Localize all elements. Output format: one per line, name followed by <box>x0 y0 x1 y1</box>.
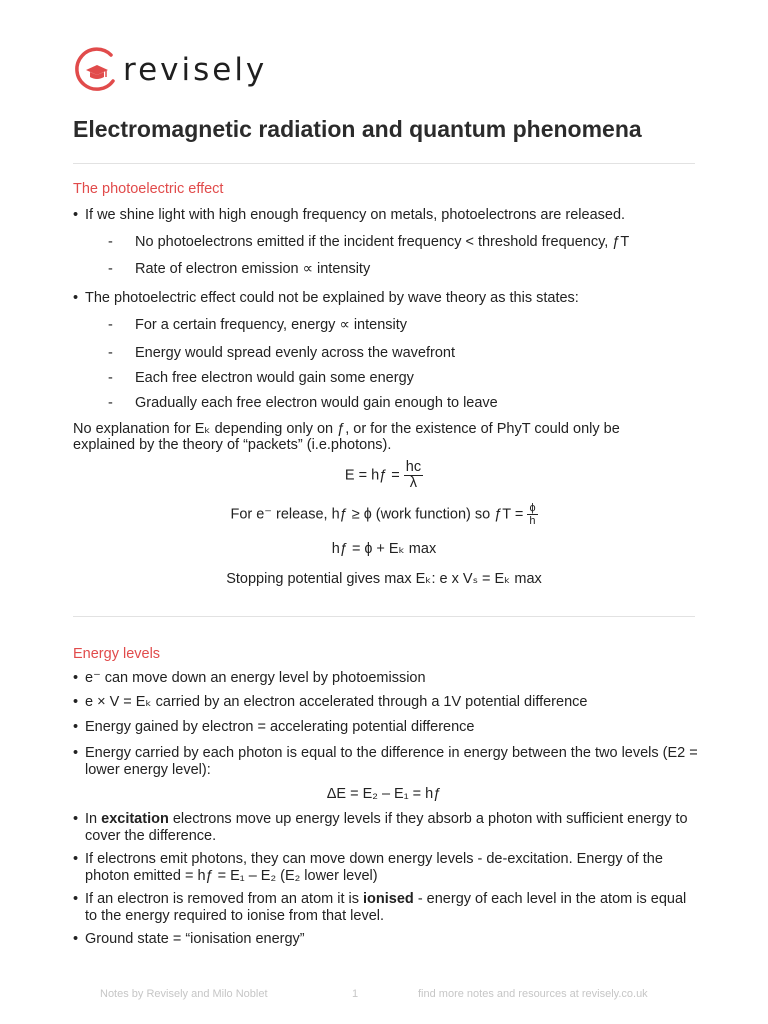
footer-credit: Notes by Revisely and Milo Noblet <box>100 988 268 1000</box>
bullet-text: Ground state = “ionisation energy” <box>85 931 305 947</box>
equation-text: For e⁻ release, hƒ ≥ ɸ (work function) so ƒT = <box>230 506 524 523</box>
sub-bullet-text: Energy would spread evenly across the wavefront <box>135 345 455 361</box>
graduation-cap-icon <box>73 47 119 93</box>
equation-text: E = hƒ = <box>344 467 400 484</box>
bullet-mark: • <box>73 851 79 867</box>
dash-mark: - <box>108 345 113 361</box>
dash-mark: - <box>108 261 113 277</box>
bullet-text: Energy carried by each photon is equal to the difference in energy between the two levels (E2 = lower energy level): <box>85 745 698 778</box>
bullet-mark: • <box>73 694 79 710</box>
page-title: Electromagnetic radiation and quantum phenomena <box>73 116 642 142</box>
numerator: hc <box>405 459 422 475</box>
bullet-text: If we shine light with high enough frequency on metals, photoelectrons are released. <box>85 207 626 223</box>
text-run: electrons move up energy levels if they absorb a photon with sufficient energy to cover the difference. <box>85 811 688 844</box>
dash-mark: - <box>108 234 113 250</box>
bullet-mark: • <box>73 811 79 827</box>
dash-mark: - <box>108 370 113 386</box>
paragraph-line: explained by the theory of “packets” (i.e.photons). <box>73 437 392 453</box>
text-run: In <box>85 811 102 827</box>
equation-stopping-potential: Stopping potential gives max Eₖ: e x Vₛ = Eₖ max <box>226 571 542 587</box>
bullet-text: If electrons emit photons, they can move down energy levels - de-excitation. Energy of the photon emitted = hƒ = E₁ – E₂ (E₂ lower level) <box>85 851 663 884</box>
bullet-mark: • <box>73 745 79 761</box>
bullet-mark: • <box>73 931 79 947</box>
bullet-mark: • <box>73 290 79 306</box>
sub-bullet-text: For a certain frequency, energy ∝ intensity <box>135 317 408 333</box>
denominator: h <box>529 515 536 527</box>
sub-bullet-text: Each free electron would gain some energy <box>135 370 414 386</box>
equation-energy-difference: ΔE = E₂ – E₁ = hƒ <box>326 786 442 802</box>
bullet-text: e⁻ can move down an energy level by photoemission <box>85 670 426 686</box>
bold-term: ionised <box>363 891 414 907</box>
bullet-mark: • <box>73 670 79 686</box>
dash-mark: - <box>108 317 113 333</box>
bullet-text-ionised <box>85 891 700 925</box>
bullet-text-excitation <box>85 811 700 845</box>
bullet-text: Energy gained by electron = accelerating potential difference <box>85 719 475 735</box>
section-heading-photoelectric: The photoelectric effect <box>73 181 224 197</box>
section-heading-energy-levels: Energy levels <box>73 646 161 662</box>
bullet-text: The photoelectric effect could not be explained by wave theory as this states: <box>85 290 579 306</box>
bullet-mark: • <box>73 891 79 907</box>
paragraph-line: No explanation for Eₖ depending only on ƒ, or for the existence of PhyT could only be <box>73 421 620 437</box>
bullet-mark: • <box>73 207 79 223</box>
fraction <box>527 502 537 527</box>
divider <box>73 163 695 164</box>
logo-wordmark: revisely <box>123 52 268 88</box>
page-number: 1 <box>352 988 359 1000</box>
sub-bullet-text: Rate of electron emission ∝ intensity <box>135 261 371 277</box>
equation-einstein: hƒ = ɸ + Eₖ max <box>331 541 437 557</box>
equation-photon-energy <box>73 460 695 491</box>
divider <box>73 616 695 617</box>
sub-bullet-text: Gradually each free electron would gain enough to leave <box>135 395 498 411</box>
bold-term: excitation <box>101 811 169 827</box>
fraction <box>404 460 423 491</box>
footer-link[interactable]: find more notes and resources at revisely.co.uk <box>418 988 648 1000</box>
numerator: ɸ <box>527 502 537 515</box>
equation-threshold-frequency <box>73 502 695 527</box>
sub-bullet-text: No photoelectrons emitted if the incident frequency < threshold frequency, ƒT <box>135 234 630 250</box>
text-run: - energy of each level in the atom is equal to the energy required to ionise from that level. <box>85 891 687 924</box>
denominator: λ <box>409 475 418 491</box>
text-run: If an electron is removed from an atom it is <box>85 891 364 907</box>
revisely-logo[interactable] <box>73 44 267 96</box>
bullet-mark: • <box>73 719 79 735</box>
dash-mark: - <box>108 395 113 411</box>
bullet-text: e × V = Eₖ carried by an electron accelerated through a 1V potential difference <box>85 694 588 710</box>
